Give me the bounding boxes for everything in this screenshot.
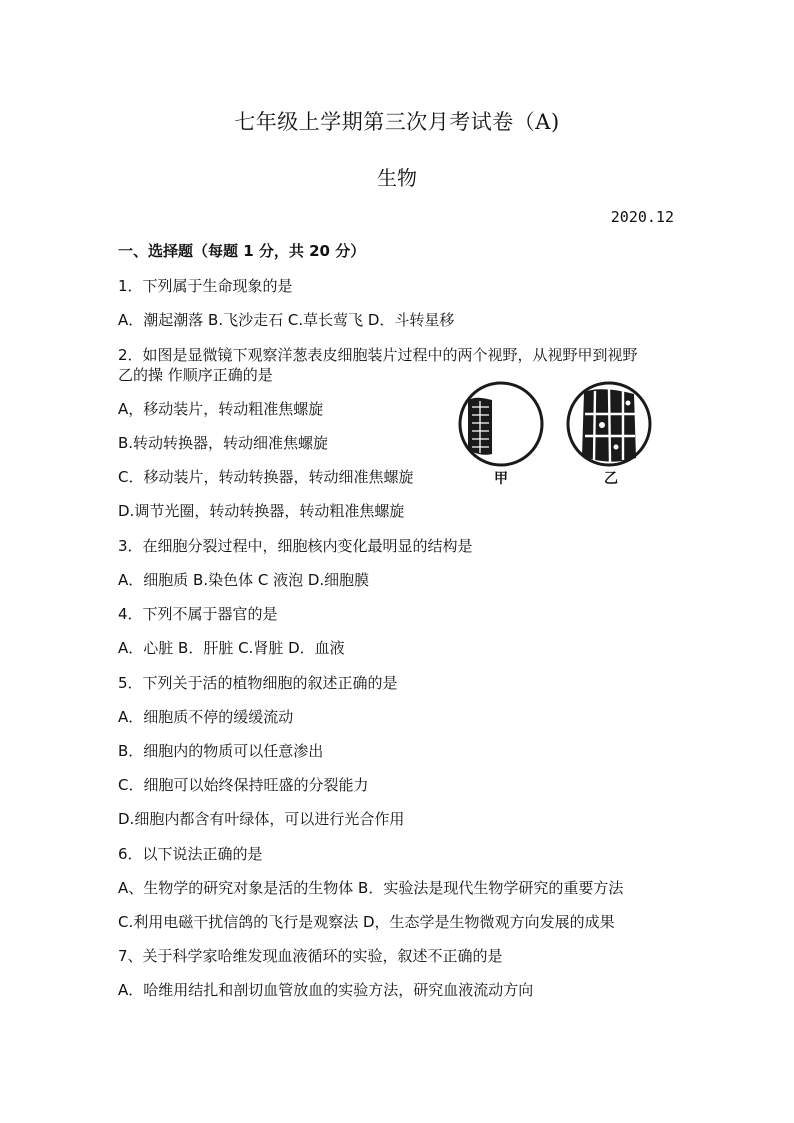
q7-stem: 7、关于科学家哈维发现血液循环的实验，叙述不正确的是	[118, 947, 503, 965]
q5-option-d: D.细胞内都含有叶绿体，可以进行光合作用	[118, 810, 405, 828]
field-label-jia: 甲	[494, 471, 508, 487]
q5-option-b: B．细胞内的物质可以任意渗出	[118, 742, 324, 760]
q5-option-c: C．细胞可以始终保持旺盛的分裂能力	[118, 776, 369, 794]
q3-options: A．细胞质 B.染色体 C 液泡 D.细胞膜	[118, 571, 370, 589]
subject-title: 生物	[377, 166, 417, 190]
q2-option-b: B.转动转换器，转动细准焦螺旋	[118, 434, 329, 452]
microscope-fields-svg	[458, 376, 662, 488]
q2-stem-line1: 2．如图是显微镜下观察洋葱表皮细胞装片过程中的两个视野，从视野甲到视野	[118, 346, 638, 364]
q6-line2: C.利用电磁干扰信鸽的飞行是观察法 D，生态学是生物微观方向发展的成果	[118, 913, 615, 931]
q5-stem: 5．下列关于活的植物细胞的叙述正确的是	[118, 674, 398, 692]
q2-option-a: A，移动装片，转动粗准焦螺旋	[118, 400, 324, 418]
q6-stem: 6．以下说法正确的是	[118, 845, 263, 863]
field-yi	[568, 383, 650, 465]
q5-option-a: A．细胞质不停的缓缓流动	[118, 708, 294, 726]
q6-line1: A、生物学的研究对象是活的生物体 B．实验法是现代生物学研究的重要方法	[118, 879, 624, 897]
q1-options: A．潮起潮落 B.飞沙走石 C.草长莺飞 D．斗转星移	[118, 311, 455, 329]
q1-stem: 1．下列属于生命现象的是	[118, 277, 293, 295]
microscope-fields-figure	[458, 376, 662, 488]
field-label-yi: 乙	[604, 471, 618, 487]
field-jia	[460, 383, 542, 465]
q4-options: A．心脏 B．肝脏 C.肾脏 D．血液	[118, 639, 345, 657]
q2-stem-line2: 乙的操 作顺序正确的是	[118, 366, 273, 384]
field-yi-nucleus-2	[626, 401, 631, 406]
q7-option-a: A．哈维用结扎和剖切血管放血的实验方法，研究血液流动方向	[118, 981, 534, 999]
q4-stem: 4．下列不属于器官的是	[118, 605, 278, 623]
q2-option-d: D.调节光圈，转动转换器，转动粗准焦螺旋	[118, 502, 405, 520]
exam-title: 七年级上学期第三次月考试卷（A)	[234, 110, 560, 134]
section-heading: 一、选择题（每题 1 分，共 20 分）	[118, 242, 366, 260]
exam-date: 2020.12	[610, 208, 674, 226]
field-yi-nucleus-3	[614, 445, 619, 450]
q2-option-c: C．移动装片，转动转换器，转动细准焦螺旋	[118, 468, 414, 486]
field-yi-nucleus-1	[599, 422, 605, 428]
q3-stem: 3．在细胞分裂过程中，细胞核内变化最明显的结构是	[118, 537, 473, 555]
